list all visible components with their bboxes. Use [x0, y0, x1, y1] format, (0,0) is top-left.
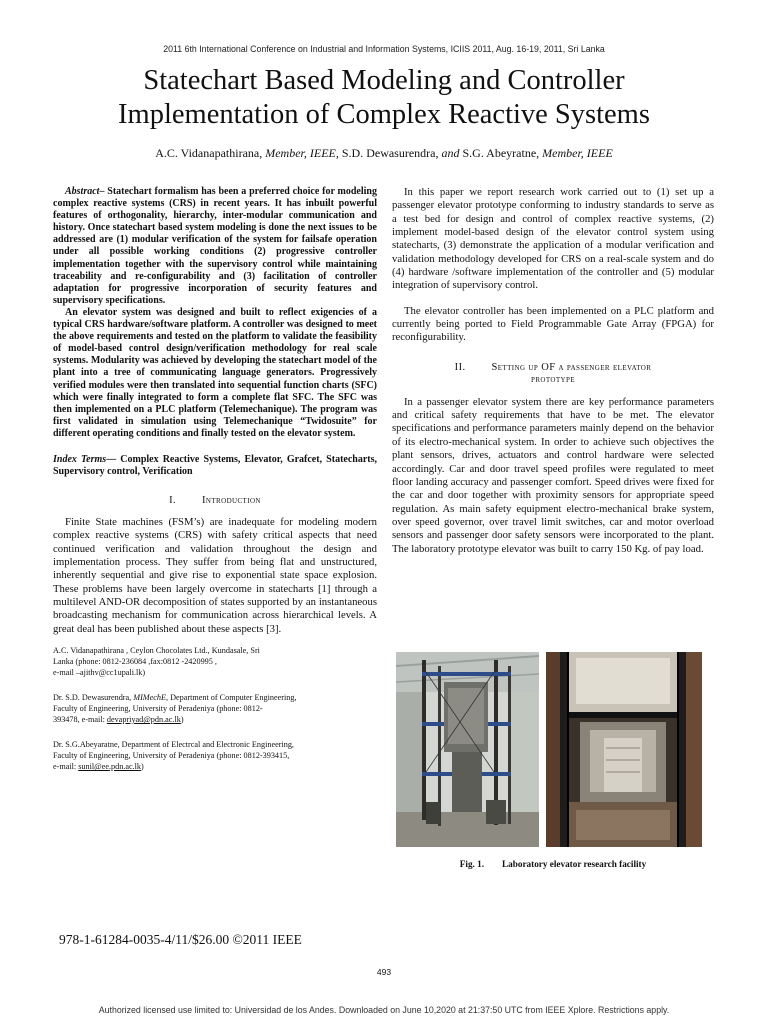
section-1-heading — [53, 495, 377, 506]
abstract-paragraph-2: An elevator system was designed and built to reflect exigencies of a typical CRS hardware/software platform. A controller was designed to meet the above requirements and tested on the platform to validate the feasibility of model-based control design/verification methodology for real scale systems. Modularity was achieved by developing the statechart model of the plant into a tree of communicating language generators. Progressively verified modules were then translated into sequential function charts (SFC) which were finally integrated to form a complete flat SFC. The SFC was then implemented on a PLC platform (Telemechanique). The program was first validated in simulation using Telemechanique “Twidosuite” for different operating conditions and finally tested on the elevator system. — [53, 306, 377, 439]
abstract-text-1: – Statechart formalism has been a preferred choice for modeling complex reactive systems (CRS) in recent years. It has inbuilt powerful features of orthogonality, hierarchy, inter-modular communication and history. Once statechart based system modeling is done the next issues to be addressed are (1) modular verification of the system for failsafe operation under all possible working conditions (2) progressive controller implementation together with the supervisory control while maintaining traceability and re-configurability and (3) facilitation of controller adaptation for progressive incorporation of security features and supervisory specifications. — [53, 186, 377, 306]
author-1: A.C. Vidanapathirana, — [155, 146, 266, 160]
affiliation-2 — [53, 692, 377, 725]
affiliation-3-close: ) — [141, 762, 144, 772]
author-2: S.D. Dewasurendra, — [338, 146, 442, 160]
affiliation-1-line-3: e-mail –ajithv@cc1upali.lk) — [53, 668, 146, 678]
right-column — [392, 186, 714, 556]
author-conjunction: and — [441, 146, 460, 160]
affiliation-2-role: MIMechE, — [133, 693, 169, 703]
right-paragraph-1: In this paper we report research work carried out to (1) set up a passenger elevator prototype conforming to industry standards to serve as a test bed for design and control of complex reactive systems, (2) implement model-based design of the elevator control system using statecharts, (3) demonstrate the application of a modular verification and validation methodology developed for CRS on a real-scale system and do (4) hardware /software implementation of the controller and (5) modular integration of supervisory control. — [392, 186, 714, 292]
index-terms — [53, 454, 377, 479]
section-2-heading — [392, 362, 714, 386]
page-number: 493 — [376, 967, 392, 977]
affiliation-2-dept: Department of Computer Engineering, — [168, 693, 297, 703]
abstract-lead: Abstract — [65, 186, 100, 197]
section-2-title: Setting up OF a passenger elevator — [491, 361, 652, 373]
isbn-copyright: 978-1-61284-0035-4/11/$26.00 ©2011 IEEE — [59, 932, 302, 947]
figure-caption-text: Laboratory elevator research facility — [502, 859, 647, 869]
affiliation-2-email[interactable]: devapriyad@pdn.ac.lk — [106, 715, 181, 725]
section-2-number: II. — [454, 361, 466, 373]
affiliation-3-line-2: Faculty of Engineering, University of Peradeniya (phone: 0812-393415, — [53, 751, 290, 761]
index-terms-text: — Complex Reactive Systems, Elevator, Grafcet, Statecharts, Supervisory control, Verification — [53, 453, 377, 478]
abstract-paragraph-1 — [53, 186, 377, 307]
author-3: S.G. Abeyratne, — [459, 146, 543, 160]
affiliation-3-email-label: e-mail: — [53, 762, 79, 772]
affiliation-2-line-1 — [53, 692, 377, 703]
author-3-role: Member, IEEE — [542, 146, 613, 160]
conference-header: 2011 6th International Conference on Industrial and Information Systems, ICIIS 2011, Aug. 16-19, 2011, Sri Lanka — [163, 44, 605, 54]
section-2-paragraph-1: In a passenger elevator system there are key performance parameters and critical safety requirements that have to be met. The elevator specifications and performance parameters mainly depend on the behavior of its electro-mechanical system. In order to achieve such objectives the plant sensors, drives, actuators and control hardware were selected accordingly. Car and door travel speed profiles were regulated to meet floor landing accuracy and passenger comfort. Speed drives were fixed for the car and door together with proximity sensors for appropriate speed regulation. As main safety equipment electro-mechanical brake system, over speed governor, over travel limit switches, car and motor overload sensors and passenger door safety sensors were incorporated to the plant. The laboratory prototype elevator was built to carry 150 Kg. of pay load. — [392, 395, 714, 555]
affiliation-1-line-1: A.C. Vidanapathirana , Ceylon Chocolates Ltd., Kundasale, Sri — [53, 646, 260, 656]
affiliation-2-name: Dr. S.D. Dewasurendra, — [53, 693, 134, 703]
affiliation-1 — [53, 645, 377, 678]
license-notice: Authorized licensed use limited to: Universidad de los Andes. Downloaded on June 10,2020 at 21:37:50 UTC from IEEE Xplore. Restrictions apply. — [98, 1005, 670, 1015]
title-line-1: Statechart Based Modeling and Controller — [143, 65, 625, 96]
section-1-title: Introduction — [202, 494, 261, 506]
section-1-number: I. — [169, 494, 177, 506]
abstract — [53, 186, 377, 440]
affiliation-3-email[interactable]: sunil@ee.pdn.ac.lk — [78, 762, 142, 772]
affiliation-3 — [53, 739, 377, 772]
affiliation-2-line-3 — [53, 714, 377, 725]
elevator-photo-shaft — [546, 652, 702, 847]
section-1-paragraph-1: Finite State machines (FSM’s) are inadequate for modeling modern complex reactive systems (CRS) with safety critical aspects that need continued verification and validation throughout the design and implementation process. They suffer from being flat and unstructured, inherently sequential and give rise to exponential state space explosion. These problems have been largely overcome in statecharts [1] through a multilevel AND-OR decomposition of states supported by an instantaneous broadcasting mechanism for communication across hierarchical levels. A great deal has been published about these aspects [3]. — [53, 515, 377, 635]
elevator-photo-exterior — [396, 652, 539, 847]
affiliation-2-line-2: Faculty of Engineering, University of Peradeniya (phone: 0812- — [53, 704, 263, 714]
affiliation-2-phone: 393478, e-mail: — [53, 715, 107, 725]
affiliation-3-line-1: Dr. S.G.Abeyaratne, Department of Electrcal and Electronic Engineering, — [53, 740, 294, 750]
section-2-title-cont: prototype — [531, 373, 575, 385]
author-1-role: Member, IEEE, — [265, 146, 339, 160]
figure-caption — [392, 859, 714, 869]
author-list — [0, 146, 768, 161]
affiliation-3-line-3 — [53, 761, 377, 772]
right-paragraph-2: The elevator controller has been implemented on a PLC platform and currently being ported to Field Programmable Gate Array (FPGA) for reconfigurability. — [392, 304, 714, 344]
title-line-2: Implementation of Complex Reactive Systems — [118, 99, 650, 130]
left-column — [53, 186, 377, 772]
affiliation-2-close: ) — [180, 715, 184, 725]
index-terms-lead: Index Terms — [53, 453, 107, 465]
affiliation-1-line-2: Lanka (phone: 0812-236084 ,fax:0812 -2420995 , — [53, 657, 217, 667]
section-2-line-1 — [392, 362, 714, 374]
figure-label: Fig. 1. — [459, 859, 485, 869]
paper-title — [40, 64, 728, 132]
